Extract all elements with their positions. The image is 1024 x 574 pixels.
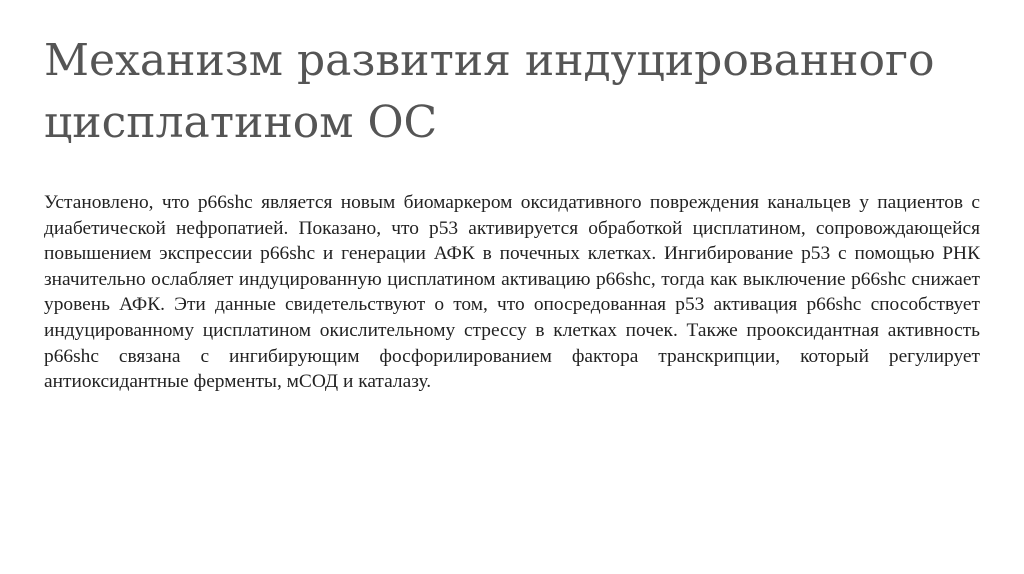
slide-body-text: Установлено, что p66shc является новым биомаркером оксидативного повреждения канальцев у пациентов с диабетической нефропатией. Показано, что p53 активируется обработкой цисплатином, сопровождающейся повышением экспрессии p66shc и генерации АФК в почечных клетках. Ингибирование p53 с помощью РНК значительно ослабляет индуцированную цисплатином активацию p66shc, тогда как выключение p66shc снижает уровень АФК. Эти данные свидетельствуют о том, что опосредованная p53 активация p66shc способствует индуцированному цисплатином окислительному стрессу в клетках почек. Также прооксидантная активность p66shc связана с ингибирующим фосфорилированием фактора транскрипции, который регулирует антиоксидантные ферменты, мСОД и каталазу. (44, 192, 980, 393)
slide-title: Механизм развития индуцированного цисплатином ОС (44, 35, 935, 148)
